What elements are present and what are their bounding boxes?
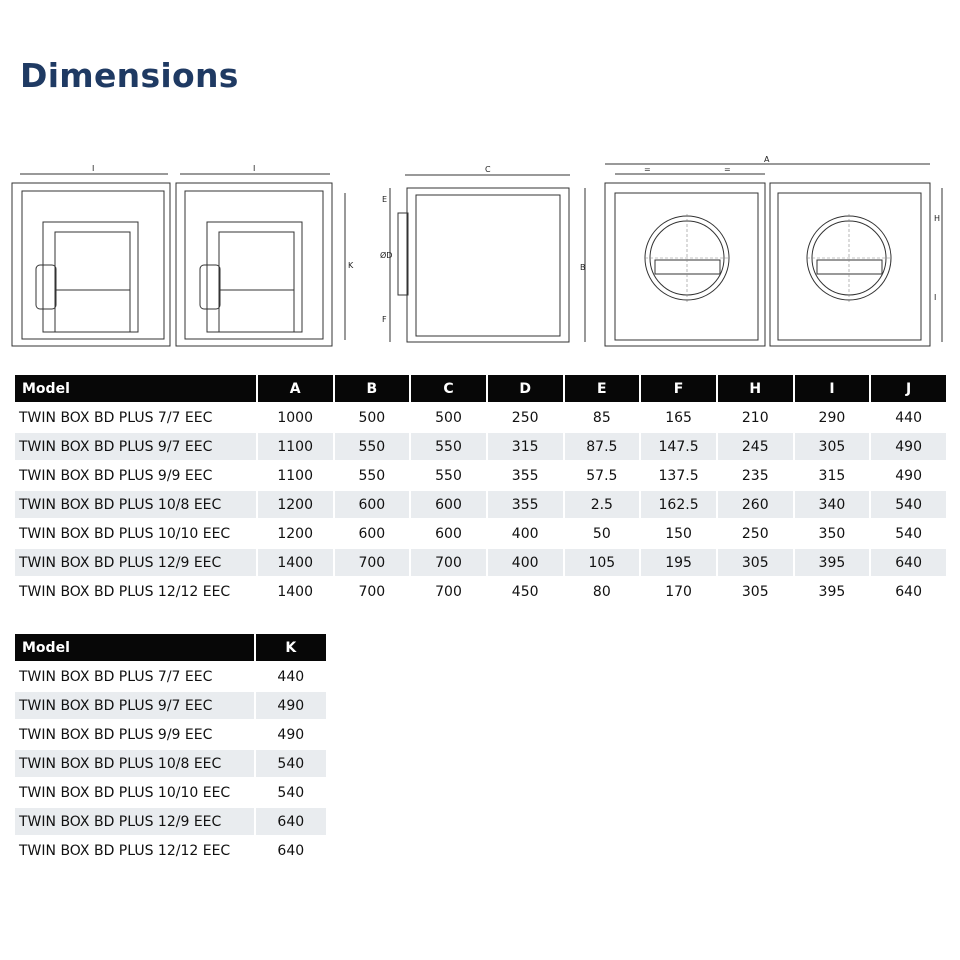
model-cell: TWIN BOX BD PLUS 7/7 EEC	[19, 409, 213, 426]
model-cell: TWIN BOX BD PLUS 12/12 EEC	[19, 583, 231, 600]
value-cell: 550	[358, 467, 386, 484]
value-cell: 137.5	[658, 467, 699, 484]
value-cell: 550	[435, 467, 462, 484]
value-cell: 395	[795, 549, 870, 576]
table-row	[15, 520, 946, 547]
value-cell: 395	[818, 583, 846, 600]
value-cell: 490	[871, 433, 946, 460]
table-header-row	[15, 375, 946, 402]
value-cell: 550	[411, 433, 486, 460]
value-cell: 440	[895, 409, 922, 426]
value-cell: 700	[335, 549, 410, 576]
value-cell: 540	[277, 784, 305, 801]
model-cell: TWIN BOX BD PLUS 10/8 EEC	[15, 491, 256, 518]
value-cell: 1400	[277, 583, 313, 600]
value-cell: 57.5	[586, 467, 618, 484]
model-cell: TWIN BOX BD PLUS 10/10 EEC	[19, 784, 231, 801]
column-header-h: H	[718, 375, 793, 402]
table-row	[15, 692, 326, 719]
column-header-f: F	[641, 375, 716, 402]
value-cell: 165	[665, 409, 692, 426]
table-row	[15, 491, 946, 518]
value-cell: 700	[411, 549, 486, 576]
column-header-a: A	[258, 375, 333, 402]
table-row	[15, 462, 946, 489]
column-header-i: I	[795, 375, 870, 402]
table-header-row	[15, 634, 326, 661]
dim-label-k: K	[348, 261, 354, 270]
value-cell: 290	[818, 409, 846, 426]
k-dimension-table	[13, 632, 328, 866]
model-cell: TWIN BOX BD PLUS 9/9 EEC	[19, 726, 213, 743]
dim-label-d: ØD	[380, 251, 393, 260]
value-cell: 490	[256, 692, 326, 719]
value-cell: 640	[256, 808, 326, 835]
value-cell: 355	[488, 491, 563, 518]
value-cell: 700	[435, 583, 462, 600]
value-cell: 1000	[277, 409, 313, 426]
dim-label-e: E	[382, 195, 388, 204]
column-header-k: K	[256, 634, 326, 661]
value-cell: 640	[277, 842, 305, 859]
value-cell: 162.5	[641, 491, 716, 518]
value-cell: 1100	[258, 433, 333, 460]
value-cell: 250	[511, 409, 539, 426]
value-cell: 87.5	[565, 433, 640, 460]
table-row	[15, 549, 946, 576]
value-cell: 540	[871, 491, 946, 518]
model-cell: TWIN BOX BD PLUS 12/9 EEC	[15, 808, 254, 835]
model-cell: TWIN BOX BD PLUS 7/7 EEC	[19, 668, 213, 685]
dim-label-a: A	[764, 155, 770, 164]
value-cell: 305	[795, 433, 870, 460]
table-row	[15, 808, 326, 835]
value-cell: 350	[818, 525, 846, 542]
model-cell: TWIN BOX BD PLUS 12/12 EEC	[19, 842, 231, 859]
value-cell: 1200	[258, 491, 333, 518]
value-cell: 355	[511, 467, 539, 484]
side-view-drawing	[390, 175, 585, 342]
table-row	[15, 404, 946, 431]
dim-label-eq1: =	[644, 165, 651, 174]
table-row	[15, 750, 326, 777]
dim-label-i-view1: I	[92, 164, 95, 173]
value-cell: 305	[718, 549, 793, 576]
value-cell: 450	[511, 583, 539, 600]
column-header-j: J	[871, 375, 946, 402]
table-row	[15, 837, 326, 864]
value-cell: 1200	[277, 525, 313, 542]
value-cell: 700	[358, 583, 386, 600]
value-cell: 105	[565, 549, 640, 576]
dim-label-i-view1b: I	[253, 164, 256, 173]
value-cell: 1100	[277, 467, 313, 484]
table-row	[15, 721, 326, 748]
table-row	[15, 779, 326, 806]
dim-label-c: C	[485, 165, 491, 174]
column-header-c: C	[411, 375, 486, 402]
model-cell: TWIN BOX BD PLUS 9/9 EEC	[19, 467, 213, 484]
value-cell: 540	[256, 750, 326, 777]
model-cell: TWIN BOX BD PLUS 9/7 EEC	[15, 433, 256, 460]
value-cell: 210	[741, 409, 769, 426]
model-cell: TWIN BOX BD PLUS 9/7 EEC	[15, 692, 254, 719]
model-cell: TWIN BOX BD PLUS 10/8 EEC	[15, 750, 254, 777]
column-header-model: Model	[15, 634, 254, 661]
value-cell: 235	[741, 467, 769, 484]
value-cell: 315	[818, 467, 846, 484]
dim-label-eq2: =	[724, 165, 731, 174]
value-cell: 80	[592, 583, 611, 600]
value-cell: 600	[358, 525, 386, 542]
value-cell: 50	[592, 525, 611, 542]
value-cell: 2.5	[565, 491, 640, 518]
column-header-model: Model	[15, 375, 256, 402]
table-row	[15, 663, 326, 690]
value-cell: 85	[592, 409, 611, 426]
value-cell: 400	[511, 525, 539, 542]
value-cell: 500	[435, 409, 462, 426]
dim-label-h: H	[934, 214, 941, 223]
column-header-d: D	[488, 375, 563, 402]
value-cell: 170	[665, 583, 692, 600]
table-row	[15, 578, 946, 605]
value-cell: 260	[718, 491, 793, 518]
inlet-view-drawing	[605, 164, 942, 346]
value-cell: 400	[488, 549, 563, 576]
value-cell: 540	[895, 525, 922, 542]
model-cell: TWIN BOX BD PLUS 10/10 EEC	[19, 525, 231, 542]
value-cell: 340	[795, 491, 870, 518]
value-cell: 490	[895, 467, 922, 484]
value-cell: 147.5	[641, 433, 716, 460]
technical-drawings	[0, 150, 960, 360]
value-cell: 500	[358, 409, 386, 426]
dim-label-i-view3: I	[934, 293, 937, 302]
value-cell: 490	[277, 726, 305, 743]
value-cell: 150	[665, 525, 692, 542]
front-view-drawing	[12, 174, 345, 346]
page-title: Dimensions	[20, 56, 239, 95]
value-cell: 305	[741, 583, 769, 600]
value-cell: 440	[277, 668, 305, 685]
model-cell: TWIN BOX BD PLUS 12/9 EEC	[15, 549, 256, 576]
value-cell: 195	[641, 549, 716, 576]
value-cell: 600	[411, 491, 486, 518]
dimensions-table	[13, 373, 948, 607]
value-cell: 640	[895, 583, 922, 600]
column-header-e: E	[565, 375, 640, 402]
value-cell: 600	[335, 491, 410, 518]
table-row	[15, 433, 946, 460]
value-cell: 245	[718, 433, 793, 460]
dim-label-b: B	[580, 263, 586, 272]
value-cell: 600	[435, 525, 462, 542]
dim-label-f: F	[382, 315, 387, 324]
value-cell: 640	[871, 549, 946, 576]
column-header-b: B	[335, 375, 410, 402]
value-cell: 1400	[258, 549, 333, 576]
value-cell: 550	[335, 433, 410, 460]
value-cell: 315	[488, 433, 563, 460]
value-cell: 250	[741, 525, 769, 542]
